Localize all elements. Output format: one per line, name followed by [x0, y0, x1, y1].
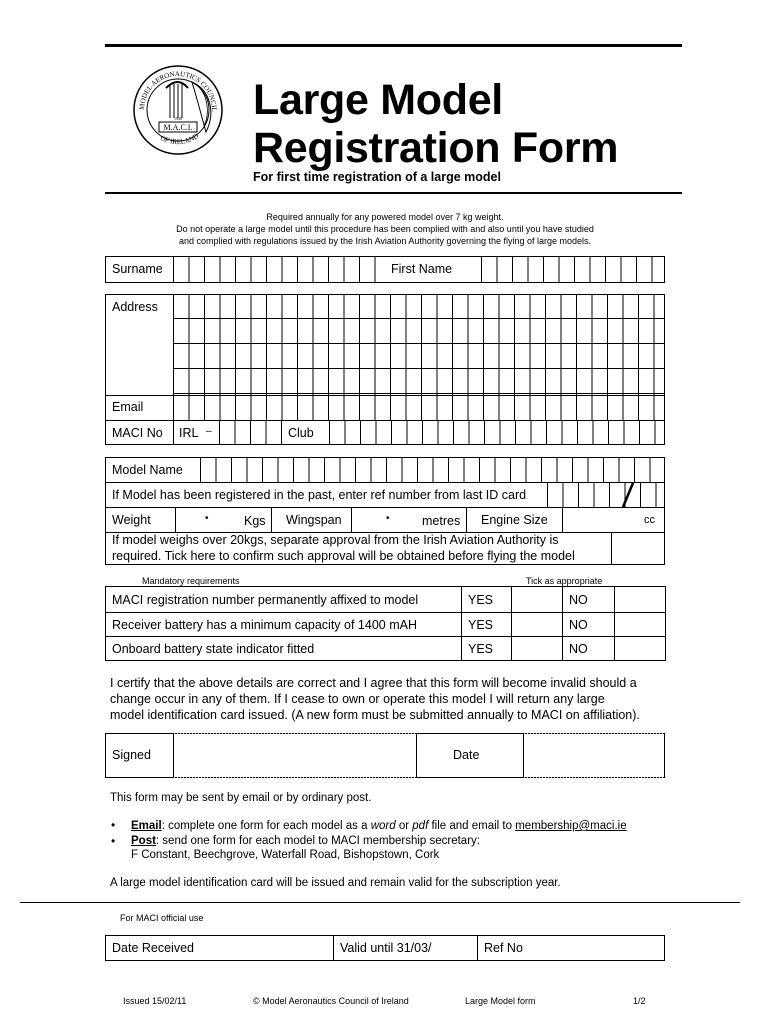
maci-logo	[130, 62, 230, 158]
sending-intro: This form may be sent by email or by ordinary post.	[110, 792, 372, 804]
valid-until-label: Valid until 31/03/	[340, 941, 432, 955]
logo-year-text: 1948	[174, 116, 182, 121]
metres-divider	[466, 507, 467, 532]
tick-appropriate-label: Tick as appropriate	[526, 576, 603, 586]
kgs-divider	[271, 507, 272, 532]
club-input-grid[interactable]	[329, 420, 665, 445]
wingspan-label: Wingspan	[286, 513, 342, 527]
email-instruction-text: : complete one form for each model as a	[161, 820, 371, 832]
yes-tick-box[interactable]	[512, 637, 563, 661]
official-divider-1	[333, 935, 334, 961]
requirements-table	[105, 586, 666, 661]
no-label: NO	[563, 613, 615, 637]
signed-label: Signed	[112, 748, 151, 762]
certify-line-3: model identification card issued. (A new form must be submitted annually to MACI on affiliation).	[110, 708, 640, 722]
address-label: Address	[112, 300, 158, 314]
official-divider-2	[477, 935, 478, 961]
engine-size-label: Engine Size	[481, 513, 548, 527]
maci-divider	[173, 420, 174, 445]
prior-registration-label: If Model has been registered in the past, enter ref number from last ID card	[112, 488, 527, 502]
pdf-format: pdf	[412, 820, 429, 832]
date-label: Date	[453, 748, 480, 762]
logo-bottom-text: OF IRELAND	[159, 131, 201, 147]
no-tick-box[interactable]	[615, 637, 666, 661]
ref-no-label: Ref No	[484, 941, 523, 955]
email-label: Email	[112, 400, 144, 414]
intro-line-1: Required annually for any powered model over 7 kg weight.	[266, 212, 504, 222]
email-instruction-end: file and email to	[428, 820, 516, 832]
post-instruction-text: : send one form for each model to MACI membership secretary:	[155, 835, 480, 847]
model-name-label: Model Name	[112, 463, 183, 477]
no-label: NO	[563, 637, 615, 661]
metres-unit: metres	[422, 514, 461, 528]
email-instruction	[131, 818, 627, 834]
yes-label: YES	[462, 613, 512, 637]
approval-tick-box[interactable]	[612, 533, 664, 564]
logo-maci-text: M.A.C.I.	[163, 123, 193, 132]
model-row3-rule	[105, 507, 665, 508]
footer-page-number: 1/2	[633, 996, 646, 1006]
signature-field[interactable]	[173, 733, 417, 778]
approval-line-1: If model weighs over 20kgs, separate approval from the Irish Aviation Authority is	[112, 533, 559, 547]
intro-line-2: Do not operate a large model until this procedure has been complied with and also until you have studied	[176, 224, 594, 234]
top-rule	[105, 44, 682, 47]
maci-no-label: MACI No	[112, 426, 163, 440]
no-tick-box[interactable]	[615, 613, 666, 637]
kgs-unit: Kgs	[244, 514, 266, 528]
bullet-post: •	[111, 834, 116, 848]
yes-label: YES	[462, 587, 512, 613]
cc-unit: cc	[644, 514, 655, 526]
first-name-label: First Name	[391, 262, 453, 276]
date-received-label: Date Received	[112, 941, 194, 955]
word-format: word	[370, 820, 396, 832]
requirement-text: Receiver battery has a minimum capacity of 1400 mAH	[106, 613, 462, 637]
card-note: A large model identification card will be issued and remain valid for the subscription year.	[110, 877, 561, 889]
official-use-rule	[20, 902, 740, 903]
requirement-row	[106, 637, 666, 661]
model-name-input-grid[interactable]	[200, 457, 665, 482]
requirement-row	[106, 613, 666, 637]
weight-label: Weight	[112, 513, 151, 527]
wingspan-divider	[351, 507, 352, 532]
intro-line-3: and complied with regulations issued by the Irish Aviation Authority governing the flying of large models.	[178, 236, 592, 246]
slash-mark	[620, 481, 636, 509]
engine-divider	[562, 507, 563, 532]
footer-issued: Issued 15/02/11	[123, 996, 187, 1006]
weight-decimal-dot: •	[205, 513, 209, 524]
prior-ref-input-grid[interactable]	[547, 482, 665, 507]
bullet-email: •	[111, 818, 116, 832]
mandatory-requirements-label: Mandatory requirements	[142, 576, 240, 586]
email-method-label: Email	[131, 820, 162, 832]
surname-input-grid[interactable]	[173, 256, 386, 283]
svg-text:OF IRELAND	[159, 132, 200, 146]
footer-form-name: Large Model form	[465, 996, 536, 1006]
footer-copyright: © Model Aeronautics Council of Ireland	[253, 996, 409, 1006]
membership-email-link[interactable]: membership@maci.ie	[515, 820, 627, 832]
no-tick-box[interactable]	[615, 587, 666, 613]
logo-top-text: MODEL AERONAUTICS COUNCIL	[137, 69, 219, 112]
requirement-text: Onboard battery state indicator fitted	[106, 637, 462, 661]
approval-line-2: required. Tick here to confirm such approval will be obtained before flying the model	[112, 549, 575, 563]
address-input-grid[interactable]	[173, 294, 665, 395]
wingspan-decimal-dot: •	[386, 513, 390, 524]
certify-line-1: I certify that the above details are correct and I agree that this form will become invalid should a	[110, 676, 637, 690]
irl-dash: –	[206, 426, 212, 437]
no-label: NO	[563, 587, 615, 613]
requirement-text: MACI registration number permanently affixed to model	[106, 587, 462, 613]
page-title-line2: Registration Form	[253, 124, 619, 172]
postal-address: F Constant, Beechgrove, Waterfall Road, Bishopstown, Cork	[131, 849, 440, 861]
club-label: Club	[288, 426, 314, 440]
irl-prefix: IRL	[179, 426, 199, 440]
maci-no-input-grid[interactable]	[219, 420, 282, 445]
header-bottom-rule	[105, 192, 682, 194]
date-field[interactable]	[523, 733, 666, 778]
page-title-line1: Large Model	[253, 76, 503, 124]
or-text: or	[395, 820, 413, 832]
surname-label: Surname	[112, 262, 163, 276]
first-name-input-grid[interactable]	[481, 256, 665, 283]
yes-label: YES	[462, 637, 512, 661]
official-use-label: For MACI official use	[120, 913, 204, 923]
requirement-row	[106, 587, 666, 613]
yes-tick-box[interactable]	[512, 587, 563, 613]
certify-line-2: change occur in any of them. If I cease to own or operate this model I will return any large	[110, 692, 605, 706]
post-method-label: Post	[131, 835, 156, 847]
weight-divider	[175, 507, 176, 532]
yes-tick-box[interactable]	[512, 613, 563, 637]
email-input-grid[interactable]	[173, 395, 665, 420]
page-subtitle: For first time registration of a large model	[253, 170, 501, 184]
